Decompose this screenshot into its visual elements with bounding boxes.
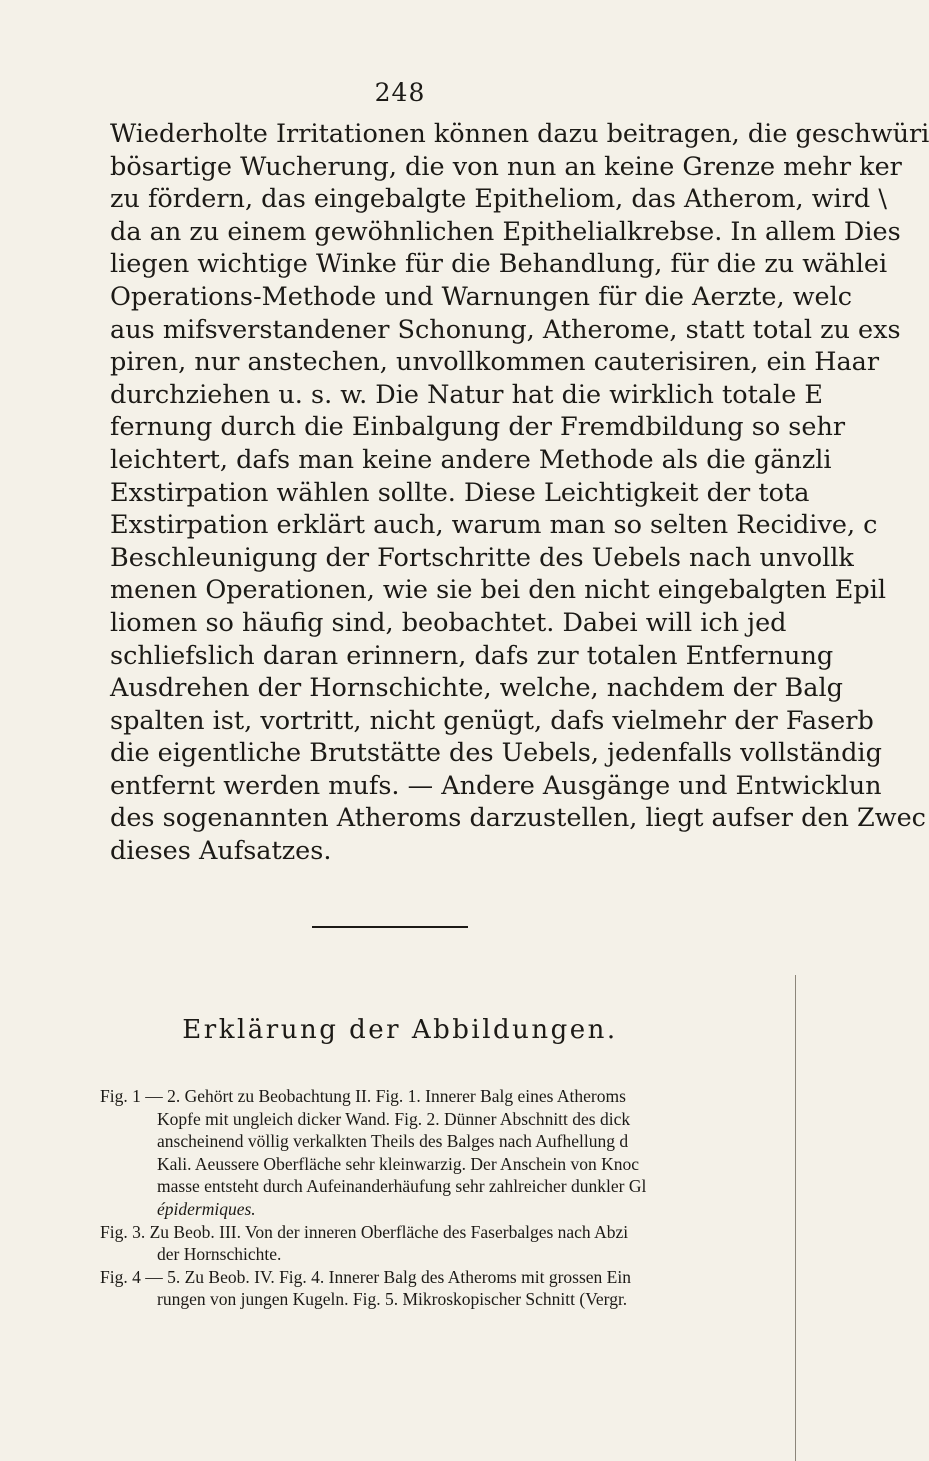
text-line: Exstirpation erklärt auch, warum man so selten Recidive, c	[110, 510, 878, 541]
caption-line: Kopfe mit ungleich dicker Wand. Fig. 2. Dünner Abschnitt des dick	[157, 1108, 631, 1129]
figure-captions	[100, 1085, 800, 1311]
caption-line	[100, 1085, 800, 1108]
text-line: Ausdrehen der Hornschichte, welche, nachdem der Balg	[110, 673, 843, 704]
caption-line: rungen von jungen Kugeln. Fig. 5. Mikroskopischer Schnitt (Vergr.	[157, 1289, 628, 1310]
caption-line	[100, 1266, 800, 1289]
figure-explanation-heading: Erklärung der Abbildungen.	[182, 1015, 618, 1045]
text-line: leichtert, dafs man keine andere Methode als die gänzli	[110, 444, 832, 475]
text-line: bösartige Wucherung, die von nun an keine Grenze mehr ker	[110, 151, 902, 182]
text-line: die eigentliche Brutstätte des Uebels, jedenfalls vollständig	[110, 738, 882, 769]
section-divider	[312, 926, 468, 928]
text-line: Beschleunigung der Fortschritte des Uebels nach unvollk	[110, 542, 854, 573]
caption-line: Kali. Aeussere Oberfläche sehr kleinwarzig. Der Anschein von Knoc	[157, 1153, 640, 1174]
body-text	[110, 118, 929, 868]
caption-line: anscheinend völlig verkalkten Theils des Balges nach Aufhellung d	[157, 1131, 629, 1152]
text-line: liegen wichtige Winke für die Behandlung, für die zu wählei	[110, 249, 888, 280]
page-number: 248	[374, 78, 426, 107]
caption-line: der Hornschichte.	[157, 1244, 282, 1265]
text-line: durchziehen u. s. w. Die Natur hat die wirklich totale E	[110, 379, 824, 410]
caption-line: épidermiques.	[157, 1198, 256, 1219]
text-line: fernung durch die Einbalgung der Fremdbildung so sehr	[110, 412, 846, 443]
page-edge-shadow	[795, 975, 796, 1461]
caption-line: masse entsteht durch Aufeinanderhäufung sehr zahlreicher dunkler Gl	[157, 1176, 647, 1197]
text-line: zu fördern, das eingebalgte Epitheliom, das Atherom, wird \	[110, 184, 887, 215]
caption-label-fig4-5: Fig. 4 — 5.	[100, 1266, 181, 1287]
text-line: entfernt werden mufs. — Andere Ausgänge und Entwicklun	[110, 770, 882, 801]
caption-label-fig1-2: Fig. 1 — 2.	[100, 1086, 181, 1106]
text-line: schliefslich daran erinnern, dafs zur totalen Entfernung	[110, 640, 834, 671]
text-line: liomen so häufig sind, beobachtet. Dabei will ich jed	[110, 607, 787, 638]
text-line: da an zu einem gewöhnlichen Epithelialkrebse. In allem Dies	[110, 216, 901, 247]
text-line: des sogenannten Atheroms darzustellen, liegt aufser den Zwec	[110, 803, 926, 834]
text-line: Exstirpation wählen sollte. Diese Leichtigkeit der tota	[110, 477, 810, 508]
text-line: Operations-Methode und Warnungen für die Aerzte, welc	[110, 281, 853, 312]
caption-text: Gehört zu Beobachtung II. Fig. 1. Innerer Balg eines Atheroms	[184, 1086, 626, 1106]
caption-label-fig3: Fig. 3.	[100, 1221, 146, 1242]
text-line: menen Operationen, wie sie bei den nicht eingebalgten Epil	[110, 575, 887, 606]
caption-line	[100, 1221, 800, 1244]
text-line: piren, nur anstechen, unvollkommen cauterisiren, ein Haar	[110, 347, 880, 378]
caption-text: Zu Beob. IV. Fig. 4. Innerer Balg des Atheroms mit grossen Ein	[184, 1266, 631, 1287]
caption-text: Zu Beob. III. Von der inneren Oberfläche des Faserbalges nach Abzi	[149, 1221, 629, 1242]
text-line: Wiederholte Irritationen können dazu beitragen, die geschwüri	[110, 119, 929, 149]
text-line: aus mifsverstandener Schonung, Atherome, statt total zu exs	[110, 314, 901, 345]
text-line: spalten ist, vortritt, nicht genügt, dafs vielmehr der Faserb	[110, 705, 874, 736]
text-line: dieses Aufsatzes.	[110, 836, 332, 867]
